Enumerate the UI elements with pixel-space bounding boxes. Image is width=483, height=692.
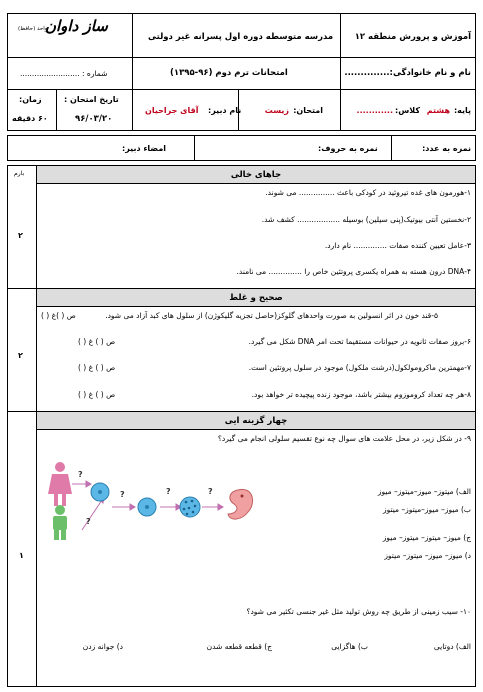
tf-q6-mark[interactable]: ص ( ) غ ( ) [78, 337, 116, 346]
q9-option-c[interactable]: ج) میوز– میتوز– میتوز– میوز [382, 533, 471, 542]
cell-division-figure [42, 452, 272, 540]
q9-option-d[interactable]: د) میوز– میوز– میتوز– میتوز [384, 551, 471, 560]
time-label: زمان: [19, 95, 42, 104]
student-name-field[interactable]: نام و نام خانوادگی:.............. [344, 68, 471, 78]
tf-score: ۲ [18, 351, 23, 360]
svg-text:?: ? [208, 487, 213, 496]
tf-q5-mark[interactable]: ص ( )غ ( ) [41, 311, 76, 320]
teacher-label: نام دبیر: [208, 106, 242, 115]
male-icon [53, 505, 67, 540]
tf-q6: ۶-بروز صفات ثانویه در حیوانات مستقیما تحت امر DNA شکل می گیرد. [248, 337, 471, 346]
date-label: تاریخ امتحان : [64, 95, 119, 104]
tf-q5: ۵-قند خون در اثر انسولین به صورت واحدهای گلوکز(حاصل تجزیه گلیکوژن) از سلول های کبد آزاد می شود. [105, 311, 438, 320]
embryo-icon [228, 489, 253, 519]
q10-option-c[interactable]: ج) قطعه قطعه شدن [206, 642, 272, 651]
blank-q2: ۲-نخستین آنتی بیوتیک(پنی سیلین) بوسیله .................. کشف شد. [261, 215, 471, 224]
mc-q9: ۹- در شکل زیر، در محل علامت های سوال چه نوع تقسیم سلولی انجام می گیرد؟ [217, 434, 471, 443]
blank-q4: ۴-DNA درون هسته به همراه یکسری پروتئین خاص را .............. می نامند. [236, 267, 471, 276]
morula-cell [180, 497, 200, 517]
logo: ساز داوان [45, 17, 108, 35]
zygote-cell [138, 498, 156, 516]
tf-q7: ۷-مهمترین ماکرومولکول(درشت ملکول) موجود در سلول پروتئین است. [248, 363, 471, 372]
subject-label: امتحان: [293, 106, 323, 115]
svg-text:?: ? [166, 487, 171, 496]
org-name: آموزش و پرورش منطقه ۱۲ [354, 32, 471, 42]
school-name: مدرسه متوسطه دوره اول پسرانه غیر دولتی [148, 32, 334, 42]
class-field[interactable]: ............ [356, 106, 393, 115]
svg-text:?: ? [120, 490, 125, 499]
date-value: ۹۶/۰۳/۲۰ [75, 114, 113, 124]
q10-option-a[interactable]: الف) دوتایی [433, 642, 471, 651]
mc-q10: ۱۰- سیب زمینی از طریق چه روش تولید مثل غیر جنسی تکثیر می شود؟ [246, 607, 471, 616]
q10-option-d[interactable]: د) جوانه زدن [82, 642, 123, 651]
svg-text:?: ? [78, 470, 83, 479]
subject-value: زیست [264, 106, 289, 115]
score-letters-field[interactable]: نمره به حروف: [318, 144, 378, 153]
q10-option-b[interactable]: ب) هاگزایی [331, 642, 368, 651]
svg-text:?: ? [86, 517, 91, 526]
score-number-field[interactable]: نمره به عدد: [422, 144, 471, 153]
section-blank-title: جاهای خالی [36, 165, 476, 184]
female-icon [48, 462, 72, 506]
teacher-signature[interactable]: امضاء دبیر: [122, 144, 167, 153]
section-mc-title: چهار گزینه ایی [36, 411, 476, 430]
teacher-value: آقای جراحیان [145, 106, 199, 115]
blank-score: ۲ [18, 231, 23, 240]
section-tf-title: صحیح و غلط [36, 288, 476, 307]
number-field[interactable]: شماره : ......................... [20, 69, 108, 78]
tf-q7-mark[interactable]: ص ( ) غ ( ) [78, 363, 116, 372]
blank-q3: ۳-عامل تعیین کننده صفات .............. نام دارد. [324, 241, 471, 250]
grade-value: هشتم [426, 106, 450, 115]
tf-q8: ۸-هر چه تعداد کروموزوم بیشتر باشد، موجود زنده پیچیده تر خواهد بود. [251, 390, 471, 399]
q9-option-b[interactable]: ب) میوز– میوز–میتوز– میتوز [382, 505, 471, 514]
mc-score: ۱ [19, 551, 24, 560]
barem-label: بارم [14, 170, 25, 177]
class-label: کلاس: [395, 106, 420, 115]
logo-sub: واحد (حافظ) [18, 26, 48, 32]
egg-cell [91, 483, 109, 501]
blank-q1: ۱-هورمون های غده تیروئید در کودکی باعث ............... می شوند. [265, 188, 471, 197]
tf-q8-mark[interactable]: ص ( ) غ ( ) [78, 390, 116, 399]
time-value: ۶۰ دقیقه [12, 114, 48, 123]
score-row [7, 135, 476, 161]
q9-option-a[interactable]: الف) میتوز– میوز–میتوز– میوز [377, 487, 471, 496]
grade-label: پایه: [453, 106, 471, 115]
exam-title: امتحانات ترم دوم (۹۶-۱۳۹۵) [170, 68, 288, 78]
